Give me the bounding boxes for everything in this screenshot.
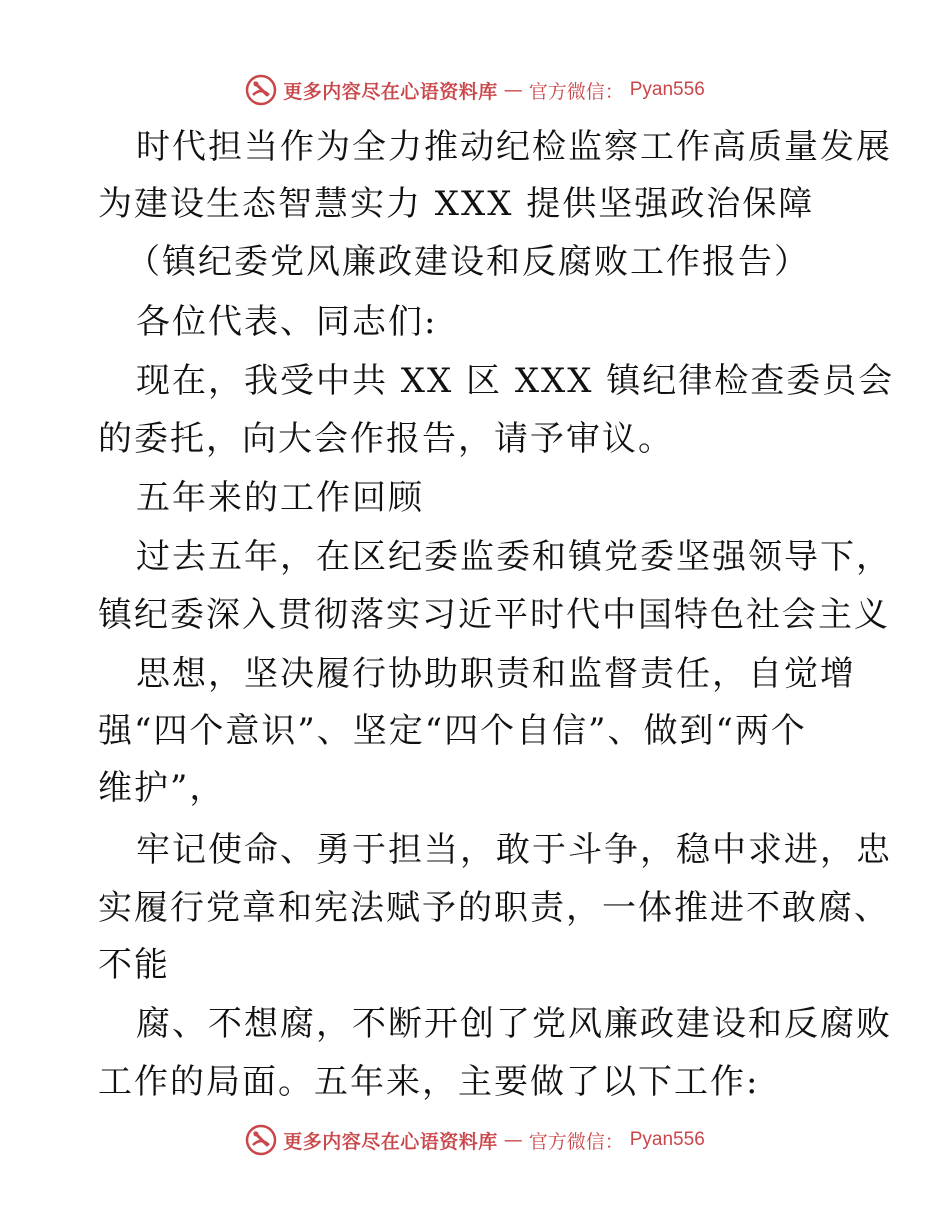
book-pen-logo-icon — [245, 74, 277, 106]
document-subtitle: （镇纪委党风廉政建设和反腐败工作报告） — [126, 242, 810, 282]
document-title-line-2: 为建设生态智慧实力 XXX 提供坚强政治保障 — [98, 184, 815, 224]
watermark-separator: — — [503, 79, 523, 101]
footer-watermark — [0, 1122, 950, 1158]
watermark-contact-id: Pyan556 — [629, 1129, 705, 1150]
paragraph-line: 的委托，向大会作报告，请予审议。 — [98, 419, 674, 459]
paragraph-line: 维护”， — [98, 768, 226, 808]
watermark-contact-id: Pyan556 — [629, 79, 705, 100]
paragraph-line: 思想，坚决履行协助职责和监督责任，自觉增 — [136, 654, 856, 694]
paragraph-line: 强“四个意识”、坚定“四个自信”、做到“两个 — [98, 711, 807, 751]
paragraph-line: 过去五年，在区纪委监委和镇党委坚强领导下， — [136, 537, 892, 577]
salutation: 各位代表、同志们: — [136, 302, 438, 342]
paragraph-line: 工作的局面。五年来，主要做了以下工作: — [98, 1062, 760, 1102]
paragraph-line: 实履行党章和宪法赋予的职责，一体推进不敢腐、 — [98, 888, 890, 928]
watermark-contact-label: 官方微信： — [528, 1130, 624, 1153]
paragraph-line: 腐、不想腐，不断开创了党风廉政建设和反腐败 — [136, 1004, 892, 1044]
document-title-line-1: 时代担当作为全力推动纪检监察工作高质量发展 — [136, 127, 892, 167]
paragraph-line: 现在，我受中共 XX 区 XXX 镇纪律检查委员会 — [136, 361, 895, 401]
book-pen-logo-icon — [245, 1124, 277, 1156]
paragraph-line: 不能 — [98, 945, 170, 985]
paragraph-line: 牢记使命、勇于担当，敢于斗争，稳中求进，忠 — [136, 830, 892, 870]
section-heading: 五年来的工作回顾 — [136, 478, 424, 518]
watermark-separator: — — [503, 1129, 523, 1151]
watermark-site-text: 更多内容尽在心语资料库 — [283, 1130, 498, 1153]
watermark-site-text: 更多内容尽在心语资料库 — [283, 80, 498, 103]
header-watermark — [0, 72, 950, 108]
paragraph-line: 镇纪委深入贯彻落实习近平时代中国特色社会主义 — [98, 595, 890, 635]
watermark-contact-label: 官方微信： — [528, 80, 624, 103]
